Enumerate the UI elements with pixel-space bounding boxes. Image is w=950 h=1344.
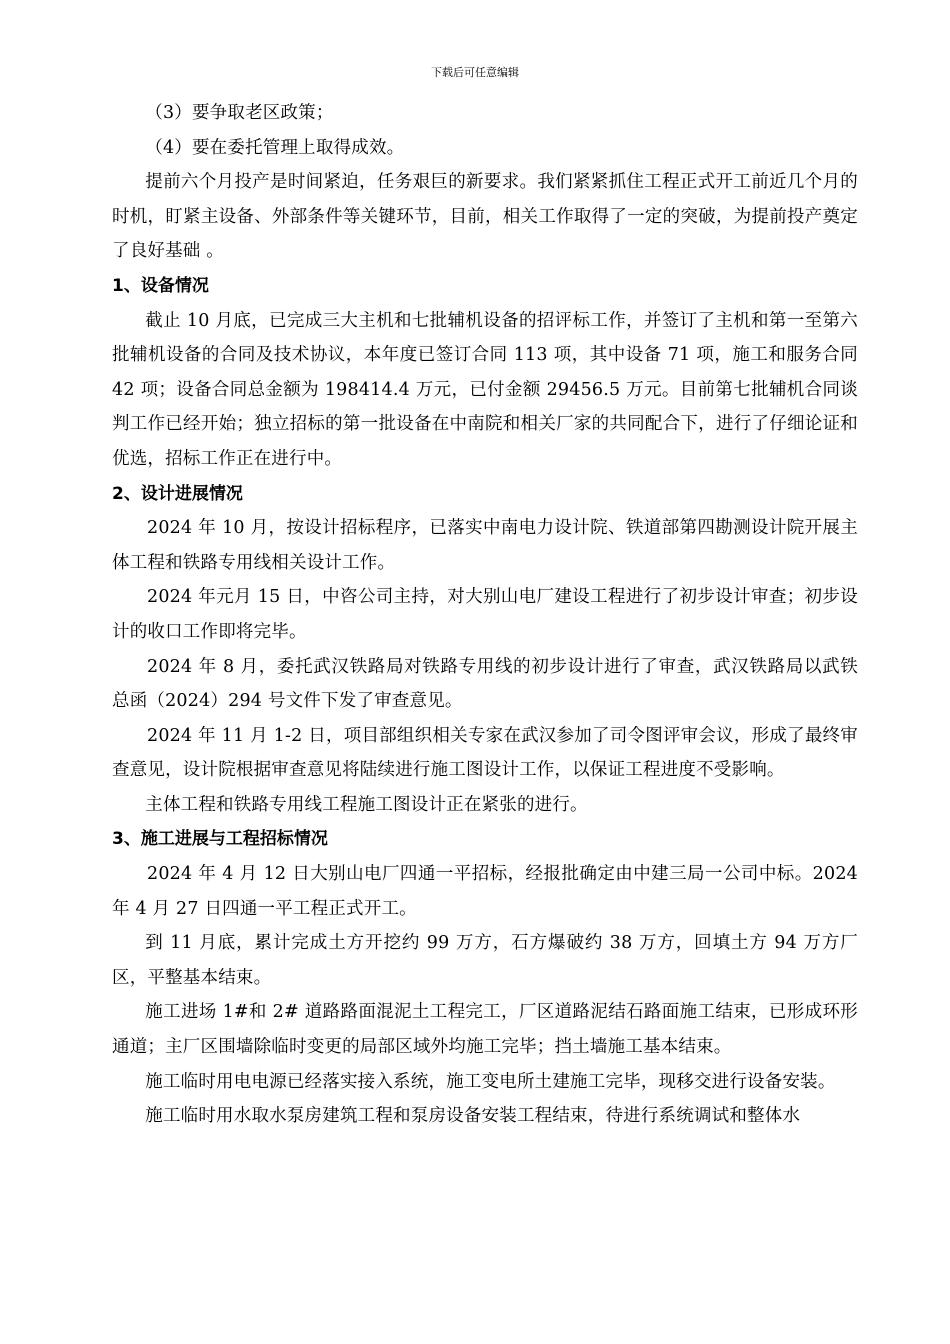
paragraph-intro: 提前六个月投产是时间紧迫，任务艰巨的新要求。我们紧紧抓住工程正式开工前近几个月的时机，盯紧主设备、外部条件等关键环节，目前，相关工作取得了一定的突破，为提前投产奠定了良好基础 。 [112,172,858,262]
paragraph-design-3: 2024 年 8 月，委托武汉铁路局对铁路专用线的初步设计进行了审查，武汉铁路局以武铁总函（2024）294 号文件下发了审查意见。 [112,656,858,712]
paragraph-construction-5: 施工临时用水取水泵房建筑工程和泵房设备安装工程结束，待进行系统调试和整体水 [145,1106,801,1127]
header-note: 下载后可任意编辑 [431,66,519,79]
paragraph-design-4: 2024 年 11 月 1-2 日，项目部组织相关专家在武汉参加了司令图评审会议，形成了最终审查意见，设计院根据审查意见将陆续进行施工图设计工作，以保证工程进度不受影响。 [112,725,858,781]
section-heading-construction: 3、施工进展与工程招标情况 [112,829,328,850]
paragraph-construction-3: 施工进场 1#和 2# 道路路面混泥土工程完工，厂区道路泥结石路面施工结束，已形成环形通道；主厂区围墙除临时变更的局部区域外均施工完毕；挡土墙施工基本结束。 [112,1002,858,1058]
paragraph-management: （4）要在委托管理上取得成效。 [145,137,405,158]
paragraph-construction-4: 施工临时用电电源已经落实接入系统，施工变电所土建施工完毕，现移交进行设备安装。 [145,1071,836,1092]
paragraph-construction-2: 到 11 月底，累计完成土方开挖约 99 万方，石方爆破约 38 万方，回填土方 94 万方厂区，平整基本结束。 [112,933,858,988]
paragraph-equipment: 截止 10 月底，已完成三大主机和七批辅机设备的招评标工作，并签订了主机和第一至第六批辅机设备的合同及技术协议，本年度已签订合同 113 项，其中设备 71 项，施工和服务合同 42 项；设备合同总金额为 198414.4 万元，已付金额 29456.5 万元。目前第七批辅机合同谈判工作已经开始；独立招标的第一批设备在中南院和相关厂家的共同配合下，进行了仔细论证和优选，招标工作正在进行中。 [112,310,858,469]
section-heading-equipment: 1、设备情况 [112,275,209,296]
paragraph-construction-1: 2024 年 4 月 12 日大别山电厂四通一平招标，经报批确定由中建三局一公司中标。2024 年 4 月 27 日四通一平工程正式开工。 [112,864,858,919]
paragraph-design-1: 2024 年 10 月，按设计招标程序，已落实中南电力设计院、铁道部第四勘测设计院开展主体工程和铁路专用线相关设计工作。 [112,518,858,573]
section-heading-design: 2、设计进展情况 [112,483,243,504]
document-body [112,96,858,1134]
paragraph-design-2: 2024 年元月 15 日，中咨公司主持，对大别山电厂建设工程进行了初步设计审查；初步设计的收口工作即将完毕。 [112,587,858,642]
paragraph-design-5: 主体工程和铁路专用线工程施工图设计正在紧张的进行。 [145,794,588,815]
paragraph-policy: （3）要争取老区政策； [145,103,334,123]
